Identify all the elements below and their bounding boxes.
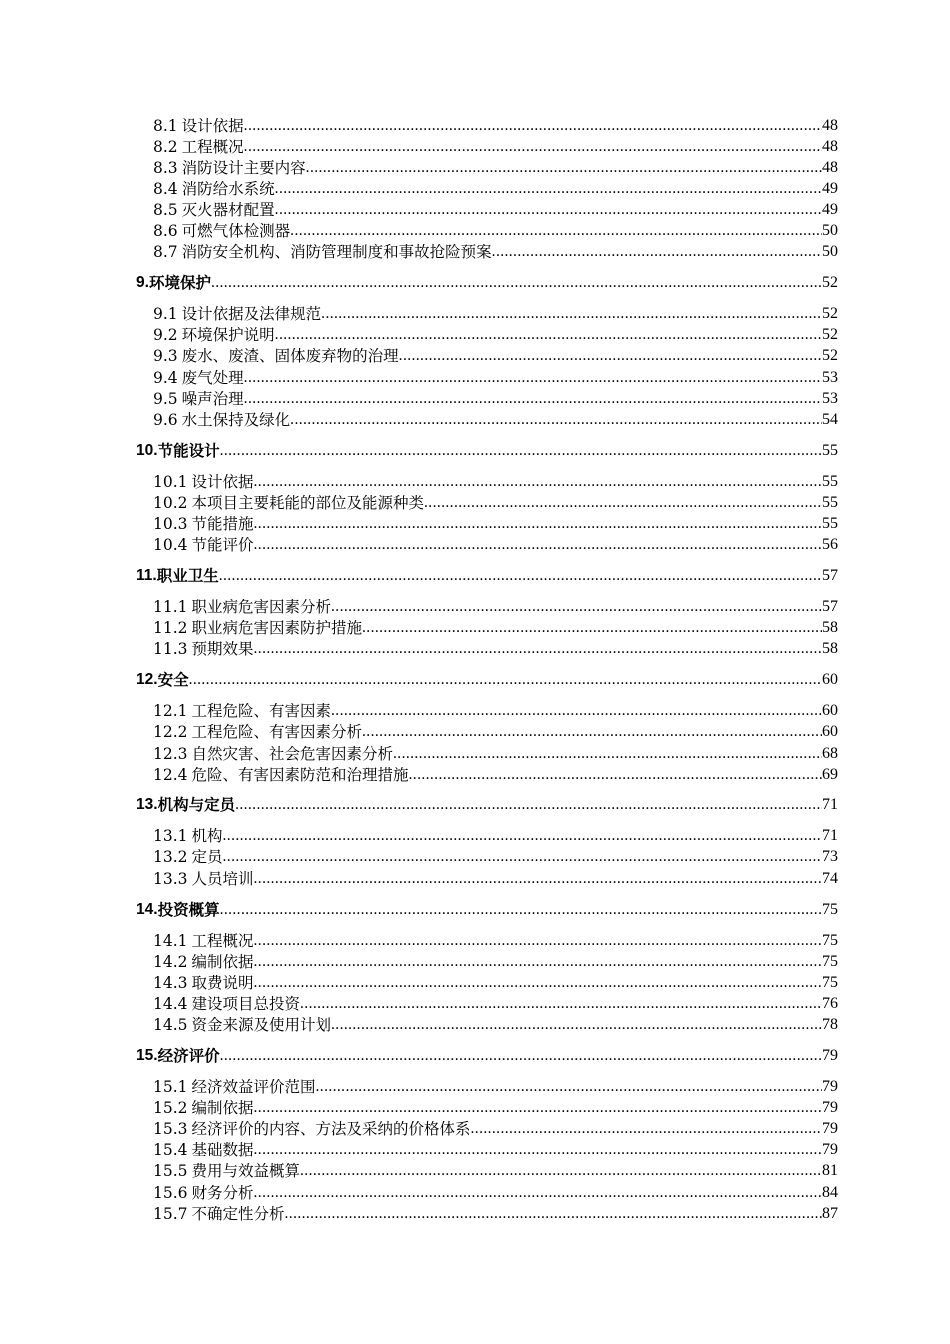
toc-section-entry[interactable] — [153, 177, 838, 198]
toc-page-number: 58 — [822, 640, 838, 657]
toc-page-number: 58 — [822, 619, 838, 636]
toc-section-entry[interactable] — [153, 114, 838, 135]
toc-section-entry[interactable] — [153, 763, 838, 784]
toc-section-entry[interactable] — [153, 344, 838, 365]
toc-page-number: 55 — [822, 494, 838, 511]
toc-dot-leader — [285, 1205, 822, 1223]
toc-entry-number: 12.3 — [153, 745, 188, 763]
toc-section-entry[interactable] — [153, 742, 838, 763]
toc-entry-title: 投资概算 — [157, 900, 220, 919]
toc-section-entry[interactable] — [153, 387, 838, 408]
toc-entry-title: 费用与效益概算 — [191, 1162, 301, 1180]
toc-dot-leader — [275, 326, 822, 344]
toc-section-entry[interactable] — [153, 971, 838, 992]
toc-entry-number: 10. — [136, 442, 158, 459]
toc-page-number: 48 — [822, 138, 838, 155]
toc-page-number: 75 — [822, 901, 838, 918]
toc-entry-title: 灭火器材配置 — [181, 201, 275, 219]
toc-dot-leader — [235, 796, 822, 814]
toc-dot-leader — [244, 138, 822, 156]
toc-section-entry[interactable] — [153, 824, 838, 845]
toc-dot-leader — [219, 567, 822, 585]
toc-dot-leader — [316, 1078, 822, 1096]
toc-section-entry[interactable] — [153, 512, 838, 533]
toc-section-entry[interactable] — [153, 408, 838, 429]
toc-dot-leader — [275, 201, 822, 219]
toc-entry-number: 8.3 — [153, 159, 178, 177]
toc-dot-leader — [223, 848, 822, 866]
toc-page-number: 71 — [822, 796, 838, 813]
toc-entry-title: 可燃气体检测器 — [181, 222, 291, 240]
toc-entry-number: 14.2 — [153, 953, 188, 971]
toc-entry-title: 编制依据 — [191, 953, 254, 971]
toc-entry-title: 本项目主要耗能的部位及能源种类 — [191, 494, 425, 512]
toc-entry-number: 9.1 — [153, 305, 178, 323]
toc-chapter-entry[interactable] — [136, 1044, 838, 1065]
toc-section-entry[interactable] — [153, 720, 838, 741]
toc-page-number: 69 — [822, 766, 838, 783]
toc-entry-title: 职业病危害因素分析 — [191, 598, 332, 616]
toc-page-number: 79 — [822, 1078, 838, 1095]
toc-entry-title: 预期效果 — [191, 640, 254, 658]
toc-page-number: 71 — [822, 827, 838, 844]
toc-entry-title: 经济效益评价范围 — [191, 1078, 316, 1096]
toc-entry-title: 人员培训 — [191, 870, 254, 888]
toc-entry-title: 设计依据 — [191, 473, 254, 491]
toc-entry-title: 节能设计 — [157, 441, 220, 460]
toc-entry-number: 9.3 — [153, 347, 178, 365]
toc-chapter-entry[interactable] — [136, 793, 838, 814]
toc-dot-leader — [290, 411, 822, 429]
toc-section-entry[interactable] — [153, 867, 838, 888]
toc-dot-leader — [254, 515, 822, 533]
toc-entry-number: 11. — [136, 567, 157, 584]
toc-entry-title: 节能措施 — [191, 515, 254, 533]
toc-dot-leader — [306, 159, 822, 177]
toc-entry-title: 安全 — [157, 670, 189, 689]
toc-dot-leader — [331, 702, 822, 720]
toc-section-entry[interactable] — [153, 992, 838, 1013]
toc-entry-number: 15.7 — [153, 1205, 188, 1223]
toc-section-entry[interactable] — [153, 470, 838, 491]
toc-section-entry[interactable] — [153, 1096, 838, 1117]
toc-entry-title: 危险、有害因素防范和治理措施 — [191, 766, 409, 784]
toc-section-entry[interactable] — [153, 1202, 838, 1223]
toc-section-entry[interactable] — [153, 240, 838, 261]
toc-page-number: 75 — [822, 932, 838, 949]
toc-entry-number: 8.4 — [153, 180, 178, 198]
toc-entry-title: 工程危险、有害因素分析 — [191, 723, 363, 741]
toc-section-entry[interactable] — [153, 595, 838, 616]
toc-entry-title: 财务分析 — [191, 1184, 254, 1202]
toc-page-number: 76 — [822, 995, 838, 1012]
toc-entry-title: 消防给水系统 — [181, 180, 275, 198]
toc-entry-number: 13.1 — [153, 827, 188, 845]
toc-section-entry[interactable] — [153, 323, 838, 344]
toc-dot-leader — [393, 745, 822, 763]
toc-section-entry[interactable] — [153, 929, 838, 950]
toc-dot-leader — [254, 473, 822, 491]
toc-page-number: 75 — [822, 974, 838, 991]
toc-entry-number: 9.4 — [153, 369, 178, 387]
toc-entry-number: 8.7 — [153, 243, 178, 261]
toc-section-entry[interactable] — [153, 491, 838, 512]
toc-page-number: 49 — [822, 201, 838, 218]
toc-section-entry[interactable] — [153, 219, 838, 240]
toc-entry-title: 节能评价 — [191, 536, 254, 554]
toc-section-entry[interactable] — [153, 1138, 838, 1159]
toc-dot-leader — [220, 901, 822, 919]
toc-page-number: 53 — [822, 390, 838, 407]
toc-section-entry[interactable] — [153, 156, 838, 177]
toc-entry-title: 经济评价的内容、方法及采纳的价格体系 — [191, 1120, 471, 1138]
toc-entry-title: 设计依据 — [181, 117, 244, 135]
toc-page-number: 60 — [822, 702, 838, 719]
toc-entry-title: 建设项目总投资 — [191, 995, 301, 1013]
toc-page-number: 48 — [822, 117, 838, 134]
toc-section-entry[interactable] — [153, 950, 838, 971]
toc-entry-number: 8.5 — [153, 201, 178, 219]
toc-page-number: 57 — [822, 598, 838, 615]
toc-page-number: 57 — [822, 567, 838, 584]
toc-page-number: 60 — [822, 671, 838, 688]
toc-entry-number: 14.5 — [153, 1016, 188, 1034]
toc-dot-leader — [331, 1016, 822, 1034]
toc-entry-title: 工程危险、有害因素 — [191, 702, 332, 720]
toc-section-entry[interactable] — [153, 699, 838, 720]
toc-entry-number: 13. — [136, 796, 158, 813]
toc-page-number: 55 — [822, 473, 838, 490]
toc-section-entry[interactable] — [153, 616, 838, 637]
toc-page-number: 84 — [822, 1184, 838, 1201]
toc-entry-title: 自然灾害、社会危害因素分析 — [191, 745, 394, 763]
toc-entry-number: 14. — [136, 901, 158, 918]
toc-entry-title: 水土保持及绿化 — [181, 411, 291, 429]
toc-dot-leader — [254, 953, 822, 971]
toc-entry-number: 11.1 — [153, 598, 188, 616]
toc-entry-number: 15.3 — [153, 1120, 188, 1138]
toc-dot-leader — [254, 1141, 822, 1159]
toc-entry-title: 废气处理 — [181, 369, 244, 387]
toc-page-number: 68 — [822, 745, 838, 762]
toc-page-number: 79 — [822, 1141, 838, 1158]
toc-dot-leader — [254, 640, 822, 658]
toc-chapter-entry[interactable] — [136, 898, 838, 919]
toc-entry-title: 职业病危害因素防护措施 — [191, 619, 363, 637]
toc-page-number: 56 — [822, 536, 838, 553]
toc-section-entry[interactable] — [153, 533, 838, 554]
toc-entry-number: 15.1 — [153, 1078, 188, 1096]
toc-dot-leader — [399, 347, 822, 365]
toc-entry-title: 机构 — [191, 827, 223, 845]
toc-entry-number: 9.2 — [153, 326, 178, 344]
toc-dot-leader — [254, 1184, 822, 1202]
toc-page-number: 55 — [822, 515, 838, 532]
toc-entry-number: 15.6 — [153, 1184, 188, 1202]
toc-dot-leader — [471, 1120, 822, 1138]
toc-chapter-entry[interactable] — [136, 271, 838, 292]
toc-entry-number: 13.2 — [153, 848, 188, 866]
toc-entry-number: 12.4 — [153, 766, 188, 784]
toc-entry-title: 基础数据 — [191, 1141, 254, 1159]
toc-section-entry[interactable] — [153, 637, 838, 658]
toc-entry-number: 11.2 — [153, 619, 188, 637]
toc-dot-leader — [254, 870, 822, 888]
toc-section-entry[interactable] — [153, 1117, 838, 1138]
toc-page-number: 52 — [822, 305, 838, 322]
toc-section-entry[interactable] — [153, 302, 838, 323]
toc-entry-number: 10.4 — [153, 536, 188, 554]
toc-dot-leader — [211, 274, 822, 292]
toc-section-entry[interactable] — [153, 1159, 838, 1180]
toc-dot-leader — [290, 222, 822, 240]
toc-entry-title: 消防安全机构、消防管理制度和事故抢险预案 — [181, 243, 492, 261]
toc-page-number: 79 — [822, 1099, 838, 1116]
toc-entry-title: 消防设计主要内容 — [181, 159, 306, 177]
toc-entry-number: 12.1 — [153, 702, 188, 720]
toc-page-number: 79 — [822, 1047, 838, 1064]
toc-dot-leader — [362, 723, 822, 741]
toc-page-number: 78 — [822, 1016, 838, 1033]
toc-page-number: 60 — [822, 723, 838, 740]
toc-dot-leader — [254, 536, 822, 554]
toc-page-number: 87 — [822, 1205, 838, 1222]
toc-dot-leader — [189, 671, 822, 689]
toc-entry-number: 12.2 — [153, 723, 188, 741]
toc-entry-number: 15. — [136, 1047, 158, 1064]
toc-page-number: 81 — [822, 1162, 838, 1179]
toc-dot-leader — [254, 932, 822, 950]
toc-entry-number: 10.3 — [153, 515, 188, 533]
toc-entry-number: 8.6 — [153, 222, 178, 240]
toc-entry-title: 设计依据及法律规范 — [181, 305, 322, 323]
toc-dot-leader — [254, 974, 822, 992]
toc-page-number: 52 — [822, 326, 838, 343]
toc-dot-leader — [220, 1047, 822, 1065]
toc-entry-number: 14.3 — [153, 974, 188, 992]
toc-section-entry[interactable] — [153, 1075, 838, 1096]
toc-chapter-entry[interactable] — [136, 668, 838, 689]
toc-dot-leader — [362, 619, 822, 637]
toc-dot-leader — [244, 369, 822, 387]
toc-entry-title: 废水、废渣、固体废弃物的治理 — [181, 347, 399, 365]
toc-section-entry[interactable] — [153, 1013, 838, 1034]
toc-dot-leader — [321, 305, 822, 323]
toc-entry-title: 定员 — [191, 848, 223, 866]
toc-entry-number: 13.3 — [153, 870, 188, 888]
toc-page-number: 79 — [822, 1120, 838, 1137]
toc-dot-leader — [331, 598, 822, 616]
toc-page-number: 52 — [822, 347, 838, 364]
toc-entry-number: 10.1 — [153, 473, 188, 491]
toc-entry-number: 9.5 — [153, 390, 178, 408]
toc-page-number: 73 — [822, 848, 838, 865]
toc-page-number: 74 — [822, 870, 838, 887]
toc-entry-number: 15.2 — [153, 1099, 188, 1117]
toc-dot-leader — [424, 494, 822, 512]
toc-dot-leader — [244, 390, 822, 408]
toc-page-number: 52 — [822, 274, 838, 291]
toc-entry-number: 10.2 — [153, 494, 188, 512]
toc-chapter-entry[interactable] — [136, 564, 838, 585]
toc-section-entry[interactable] — [153, 366, 838, 387]
toc-entry-number: 12. — [136, 671, 158, 688]
toc-entry-title: 取费说明 — [191, 974, 254, 992]
toc-dot-leader — [223, 827, 822, 845]
toc-entry-number: 9. — [136, 274, 149, 291]
toc-section-entry[interactable] — [153, 1181, 838, 1202]
toc-entry-number: 8.1 — [153, 117, 178, 135]
toc-page-number: 48 — [822, 159, 838, 176]
toc-dot-leader — [254, 1099, 822, 1117]
toc-entry-title: 资金来源及使用计划 — [191, 1016, 332, 1034]
toc-entry-title: 编制依据 — [191, 1099, 254, 1117]
toc-dot-leader — [244, 117, 822, 135]
toc-entry-title: 环境保护说明 — [181, 326, 275, 344]
toc-entry-number: 14.4 — [153, 995, 188, 1013]
toc-page-number: 54 — [822, 411, 838, 428]
toc-entry-title: 机构与定员 — [157, 795, 236, 814]
toc-entry-title: 工程概况 — [181, 138, 244, 156]
toc-dot-leader — [492, 243, 822, 261]
toc-entry-number: 15.4 — [153, 1141, 188, 1159]
toc-page-number: 53 — [822, 369, 838, 386]
toc-page-number: 49 — [822, 180, 838, 197]
toc-dot-leader — [220, 442, 822, 460]
toc-dot-leader — [409, 766, 822, 784]
toc-section-entry[interactable] — [153, 198, 838, 219]
toc-entry-title: 经济评价 — [157, 1046, 220, 1065]
toc-entry-number: 15.5 — [153, 1162, 188, 1180]
toc-entry-title: 噪声治理 — [181, 390, 244, 408]
toc-section-entry[interactable] — [153, 845, 838, 866]
toc-entry-number: 14.1 — [153, 932, 188, 950]
toc-entry-title: 不确定性分析 — [191, 1205, 285, 1223]
toc-entry-title: 环境保护 — [148, 273, 211, 292]
toc-page-number: 55 — [822, 442, 838, 459]
toc-dot-leader — [300, 1162, 822, 1180]
toc-page-number: 50 — [822, 243, 838, 260]
toc-entry-number: 11.3 — [153, 640, 188, 658]
toc-entry-title: 工程概况 — [191, 932, 254, 950]
toc-entry-title: 职业卫生 — [156, 566, 219, 585]
toc-entry-number: 8.2 — [153, 138, 178, 156]
toc-chapter-entry[interactable] — [136, 439, 838, 460]
toc-entry-number: 9.6 — [153, 411, 178, 429]
toc-section-entry[interactable] — [153, 135, 838, 156]
toc-dot-leader — [300, 995, 822, 1013]
toc-page-number: 50 — [822, 222, 838, 239]
toc-page-number: 75 — [822, 953, 838, 970]
toc-dot-leader — [275, 180, 822, 198]
